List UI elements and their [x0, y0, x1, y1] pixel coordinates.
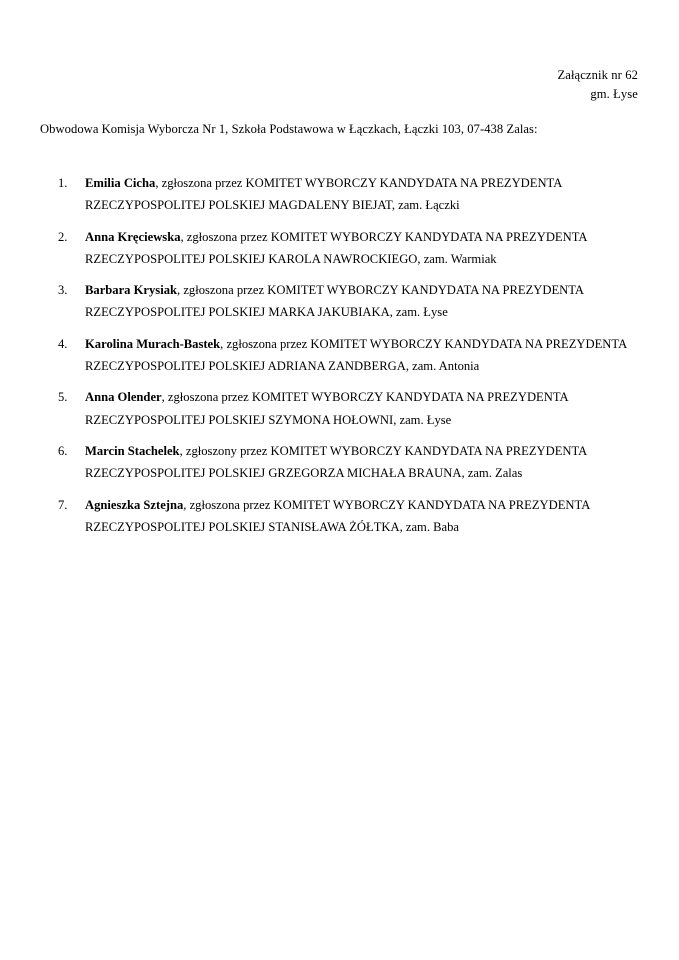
list-item: [58, 440, 643, 485]
candidate-separator: ,: [155, 176, 162, 190]
candidate-nomination-verb: zgłoszona przez: [161, 176, 246, 190]
candidate-committee: KOMITET WYBORCZY KANDYDATA NA PREZYDENTA RZECZYPOSPOLITEJ POLSKIEJ GRZEGORZA MICHAŁA BRAUNA: [85, 443, 587, 481]
list-item-number: 1.: [58, 176, 68, 190]
candidate-residence: , zam. Antonia: [405, 359, 480, 374]
attachment-number: Załącznik nr 62: [557, 68, 638, 82]
candidate-committee: KOMITET WYBORCZY KANDYDATA NA PREZYDENTA RZECZYPOSPOLITEJ POLSKIEJ KAROLA NAWROCKIEGO: [85, 229, 587, 266]
list-item-number: 6.: [58, 443, 68, 458]
candidate-name: Anna Kręciewska: [85, 229, 181, 244]
list-item-number: 5.: [58, 390, 68, 405]
list-item-body: [85, 494, 643, 539]
candidate-residence: , zam. Baba: [399, 519, 460, 534]
candidate-committee: KOMITET WYBORCZY KANDYDATA NA PREZYDENTA RZECZYPOSPOLITEJ POLSKIEJ SZYMONA HOŁOWNI: [85, 390, 568, 427]
candidate-separator: ,: [180, 229, 187, 244]
candidate-separator: ,: [220, 336, 227, 351]
municipality-name: gm. Łyse: [590, 87, 638, 101]
candidate-name: Anna Olender: [85, 390, 162, 405]
candidate-separator: ,: [177, 283, 184, 298]
list-item: [58, 494, 643, 539]
candidate-nomination-verb: zgłoszona przez: [226, 336, 311, 351]
candidate-committee: KOMITET WYBORCZY KANDYDATA NA PREZYDENTA RZECZYPOSPOLITEJ POLSKIEJ STANISŁAWA ŻÓŁTKA: [85, 497, 590, 534]
candidate-name: Marcin Stachelek: [85, 443, 180, 458]
list-item-body: [85, 440, 643, 485]
candidate-name: Emilia Cicha: [85, 176, 156, 190]
list-item: [58, 172, 643, 217]
candidate-residence: , zam. Warmiak: [417, 251, 497, 266]
list-item-number: 2.: [58, 229, 68, 244]
list-item: [58, 279, 643, 324]
candidate-name: Agnieszka Sztejna: [85, 497, 184, 512]
candidate-list: [58, 172, 643, 538]
list-item-body: [85, 333, 643, 378]
list-item-body: [85, 279, 643, 324]
candidate-committee: KOMITET WYBORCZY KANDYDATA NA PREZYDENTA RZECZYPOSPOLITEJ POLSKIEJ MARKA JAKUBIAKA: [85, 283, 584, 320]
candidate-nomination-verb: zgłoszona przez: [167, 390, 252, 405]
candidate-separator: ,: [179, 443, 186, 458]
list-item-body: [85, 226, 643, 271]
list-item: [58, 333, 643, 378]
candidate-name: Karolina Murach-Bastek: [85, 336, 221, 351]
candidate-residence: , zam. Łyse: [393, 412, 452, 427]
candidate-separator: ,: [183, 497, 190, 512]
candidate-residence: , zam. Łyse: [389, 305, 448, 320]
list-item-number: 4.: [58, 336, 68, 351]
candidate-nomination-verb: zgłoszony przez: [185, 443, 271, 458]
candidate-committee: KOMITET WYBORCZY KANDYDATA NA PREZYDENTA RZECZYPOSPOLITEJ POLSKIEJ ADRIANA ZANDBERGA: [85, 336, 627, 374]
candidate-committee: KOMITET WYBORCZY KANDYDATA NA PREZYDENTA RZECZYPOSPOLITEJ POLSKIEJ MAGDALENY BIEJAT: [85, 176, 562, 213]
list-item-number: 3.: [58, 283, 68, 298]
candidate-name: Barbara Krysiak: [85, 283, 178, 298]
candidate-separator: ,: [161, 390, 168, 405]
list-item-body: [85, 386, 643, 431]
candidate-nomination-verb: zgłoszona przez: [183, 283, 268, 298]
candidate-nomination-verb: zgłoszona przez: [189, 497, 274, 512]
list-item-body: [85, 172, 643, 217]
list-item: [58, 386, 643, 431]
candidate-residence: , zam. Zalas: [461, 466, 523, 481]
document-header: [557, 66, 638, 104]
candidate-residence: , zam. Łączki: [391, 198, 460, 213]
commission-heading: Obwodowa Komisja Wyborcza Nr 1, Szkoła Podstawowa w Łączkach, Łączki 103, 07-438 Zalas:: [40, 122, 538, 136]
list-item-number: 7.: [58, 497, 68, 512]
candidate-nomination-verb: zgłoszona przez: [186, 229, 271, 244]
list-item: [58, 226, 643, 271]
